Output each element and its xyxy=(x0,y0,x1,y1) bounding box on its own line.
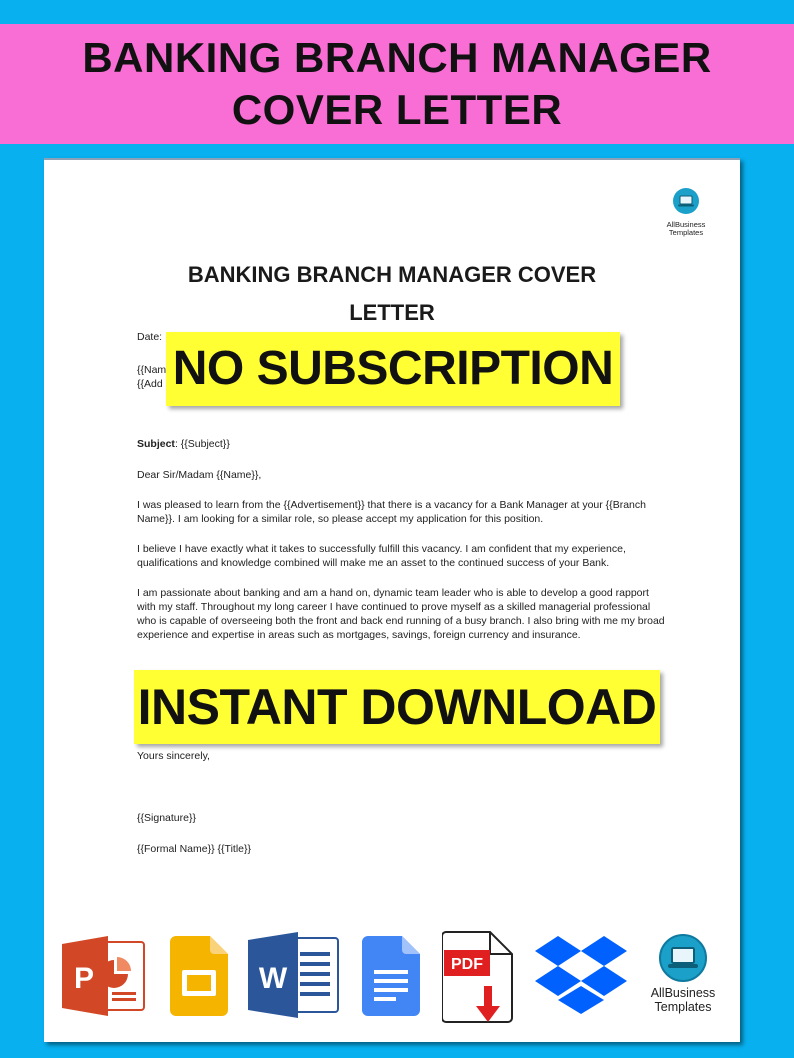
paragraph-text: I am passionate about banking and am a hand on, dynamic team leader who is able to develop a good rapport with my staff. Throughout my long career I have continued to prove myself as a skilled managerial professional who is capable of overseeing both the front and back end running of a busy branch. I also bring with me my broad experience and expertise in areas such as mortgages, savings, foreign currency and insurance. xyxy=(137,587,665,641)
google-slides-icon[interactable] xyxy=(170,936,228,1016)
address-field: {{Add xyxy=(137,378,163,390)
no-subscription-stamp: NO SUBSCRIPTION xyxy=(166,332,620,406)
paragraph-1 xyxy=(137,498,667,526)
paragraph-3 xyxy=(137,586,667,642)
format-icons-row xyxy=(0,930,794,1030)
powerpoint-icon[interactable] xyxy=(62,936,146,1016)
formal-name xyxy=(137,842,667,856)
logo-line1: AllBusiness xyxy=(650,986,716,1000)
paragraph-text: I believe I have exactly what it takes to successfully fulfill this vacancy. I am confident that my experience, qualifications and knowledge combined will make me an asset to the continued success of your Bank. xyxy=(137,543,626,569)
date-label: Date: xyxy=(137,331,163,343)
laptop-logo-icon xyxy=(659,934,707,982)
document-title-line2: LETTER xyxy=(349,300,435,325)
dropbox-icon[interactable] xyxy=(534,936,628,1022)
download-arrow-icon xyxy=(484,986,492,1008)
instant-download-stamp: INSTANT DOWNLOAD xyxy=(134,670,660,744)
signature-text: {{Signature}} xyxy=(137,812,196,824)
document-title-line1: BANKING BRANCH MANAGER COVER xyxy=(187,262,597,287)
paragraph-text: I was pleased to learn from the {{Advertisement}} that there is a vacancy for a Bank Manager at your {{Branch Name}}. I am looking for a similar role, so please accept my application for this position. xyxy=(137,499,646,525)
logo-line2: Templates xyxy=(654,1000,712,1014)
signature xyxy=(137,811,667,825)
subject-line xyxy=(137,437,667,451)
subject-value: : {{Subject}} xyxy=(174,438,230,450)
allbusiness-logo xyxy=(656,188,716,237)
closing xyxy=(137,749,667,763)
word-icon[interactable] xyxy=(248,932,340,1018)
letter-document xyxy=(44,158,740,1042)
word-letter: W xyxy=(258,962,288,995)
closing-text: Yours sincerely, xyxy=(137,750,210,762)
pdf-icon[interactable] xyxy=(442,930,514,1024)
greeting xyxy=(137,468,667,482)
logo-line2: Templates xyxy=(668,228,704,237)
subject-label: Subject xyxy=(137,438,175,450)
pdf-label: PDF xyxy=(451,956,483,973)
paragraph-2 xyxy=(137,542,667,570)
greeting-text: Dear Sir/Madam {{Name}}, xyxy=(137,469,262,481)
google-docs-icon[interactable] xyxy=(362,936,420,1016)
formal-name-text: {{Formal Name}} {{Title}} xyxy=(137,843,252,855)
allbusiness-templates-icon[interactable] xyxy=(640,934,726,1014)
banner-title: BANKING BRANCH MANAGER COVER LETTER xyxy=(82,34,712,133)
title-banner xyxy=(0,24,794,144)
document-title xyxy=(44,256,740,332)
logo-line1: AllBusiness xyxy=(666,220,706,229)
laptop-logo-icon xyxy=(673,188,699,214)
name-field: {{Nam xyxy=(137,364,167,376)
powerpoint-letter: P xyxy=(73,962,95,995)
